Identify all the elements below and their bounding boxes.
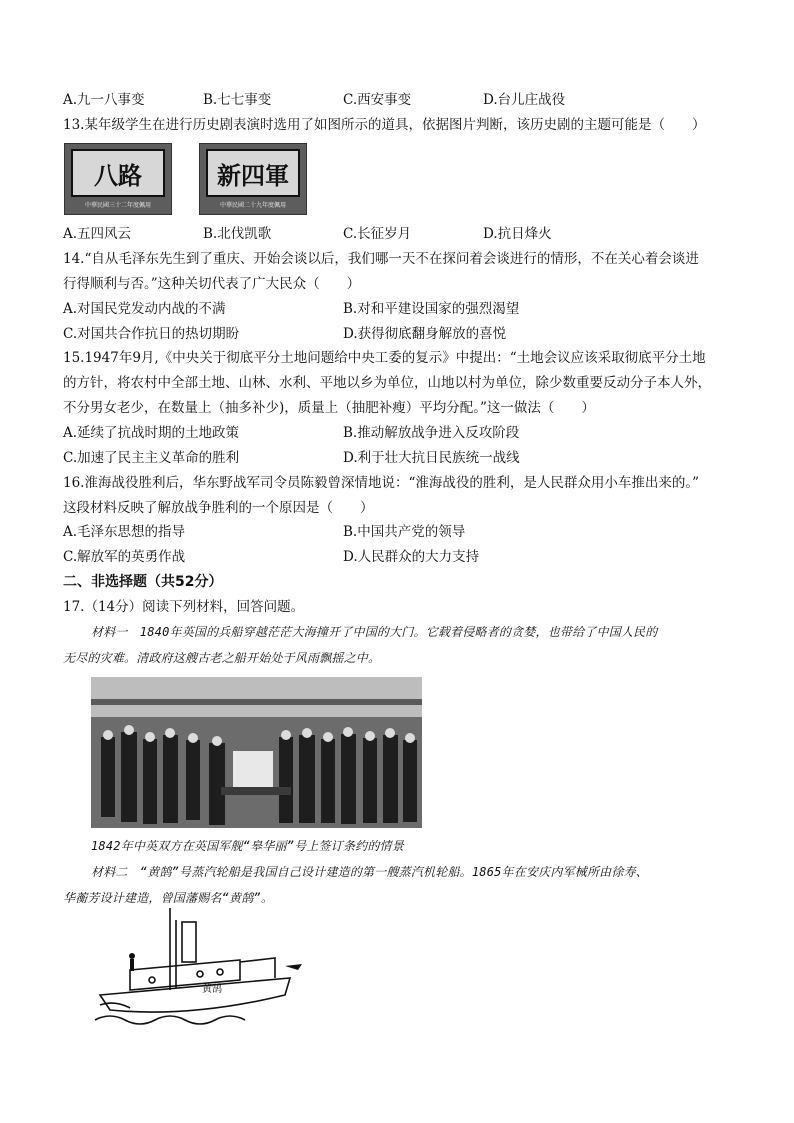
- q15-option-d: D.利于壮大抗日民族统一战线: [343, 450, 520, 466]
- q12-option-d: D.台儿庄战役: [483, 92, 566, 108]
- q16-option-d: D.人民群众的大力支持: [343, 549, 480, 565]
- q15-stem-line2: 的方针，将农村中全部土地、山林、水利、平地以乡为单位，山地以村为单位，除少数重要反动分子本人外，: [63, 375, 711, 391]
- q16-option-c: C.解放军的英勇作战: [63, 549, 186, 565]
- q15-option-b: B.推动解放战争进入反攻阶段: [343, 425, 520, 441]
- armband-new-fourth-title: 新四軍: [206, 149, 300, 197]
- material1-line2: 无尽的灾难。清政府这艘古老之船开始处于风雨飘摇之中。: [63, 651, 381, 665]
- boat-label: 黄鹄: [202, 984, 222, 995]
- treaty-signing-photo: [91, 677, 422, 828]
- q14-option-a: A.对国民党发动内战的不满: [63, 301, 226, 317]
- armband-new-fourth-image: [199, 143, 307, 215]
- armband-new-fourth-small: 中華民國二十九年度佩用: [219, 202, 286, 209]
- q15-stem-line1: 15.1947年9月,《中央关于彻底平分土地问题给中央工委的复示》中提出：“土地会议应该采取彻底平分土地: [63, 350, 706, 366]
- q13-option-a: A.五四风云: [63, 226, 132, 242]
- q16-option-b: B.中国共产党的领导: [343, 524, 466, 540]
- q14-option-d: D.获得彻底翻身解放的喜悦: [343, 326, 507, 342]
- q12-option-b: B.七七事变: [203, 92, 272, 108]
- material2-line2: 华蘅芳设计建造，曾国藩赐名“黄鹄”。: [63, 891, 274, 905]
- armband-eighth-route-title: 八路: [71, 149, 165, 197]
- material2-line1: 材料二 “黄鹄”号蒸汽轮船是我国自己设计建造的第一艘蒸汽机轮船。1865年在安庆内军械所由徐寿、: [91, 865, 648, 879]
- q14-option-c: C.对国共合作抗日的热切期盼: [63, 326, 240, 342]
- q15-option-c: C.加速了民主主义革命的胜利: [63, 450, 240, 466]
- huanghu-steamboat-image: [90, 900, 305, 1030]
- q14-stem-line2: 行得顺利与否。”这种关切代表了广大民众（ ）: [63, 276, 361, 292]
- armband-eighth-route-small: 中華民國三十二年度佩用: [84, 202, 151, 209]
- q16-stem-line2: 这段材料反映了解放战争胜利的一个原因是（ ）: [63, 500, 374, 516]
- q13-option-c: C.长征岁月: [343, 226, 412, 242]
- photo-caption: 1842年中英双方在英国军舰“皋华丽”号上签订条约的情景: [91, 839, 404, 853]
- q14-stem-line1: 14.“自从毛泽东先生到了重庆、开始会谈以后，我们哪一天不在探问着会谈进行的情形，不在关心着会谈进: [63, 251, 699, 267]
- q13-option-b: B.北伐凯歌: [203, 226, 272, 242]
- q17-stem: 17.（14分）阅读下列材料，回答问题。: [63, 599, 305, 615]
- q15-option-a: A.延续了抗战时期的土地政策: [63, 425, 240, 441]
- q14-option-b: B.对和平建设国家的强烈渴望: [343, 301, 520, 317]
- q13-stem: 13.某年级学生在进行历史剧表演时选用了如图所示的道具，依据图片判断，该历史剧的主题可能是（ ）: [63, 117, 706, 133]
- q16-option-a: A.毛泽东思想的指导: [63, 524, 186, 540]
- q12-option-c: C.西安事变: [343, 92, 412, 108]
- armband-eighth-route-image: [64, 143, 172, 215]
- q12-option-a: A.九一八事变: [63, 92, 145, 108]
- q16-stem-line1: 16.淮海战役胜利后，华东野战军司令员陈毅曾深情地说：“淮海战役的胜利，是人民群众用小车推出来的。”: [63, 475, 700, 491]
- q13-option-d: D.抗日烽火: [483, 226, 552, 242]
- material1-line1: 材料一 1840年英国的兵船穿越茫茫大海撞开了中国的大门。它载着侵略者的贪婪，也带给了中国人民的: [91, 625, 658, 639]
- q15-stem-line3: 不分男女老少，在数量上（抽多补少)，质量上（抽肥补瘦）平均分配。”这一做法（ ）: [63, 400, 595, 416]
- section2-title: 二、非选择题（共52分）: [63, 574, 223, 590]
